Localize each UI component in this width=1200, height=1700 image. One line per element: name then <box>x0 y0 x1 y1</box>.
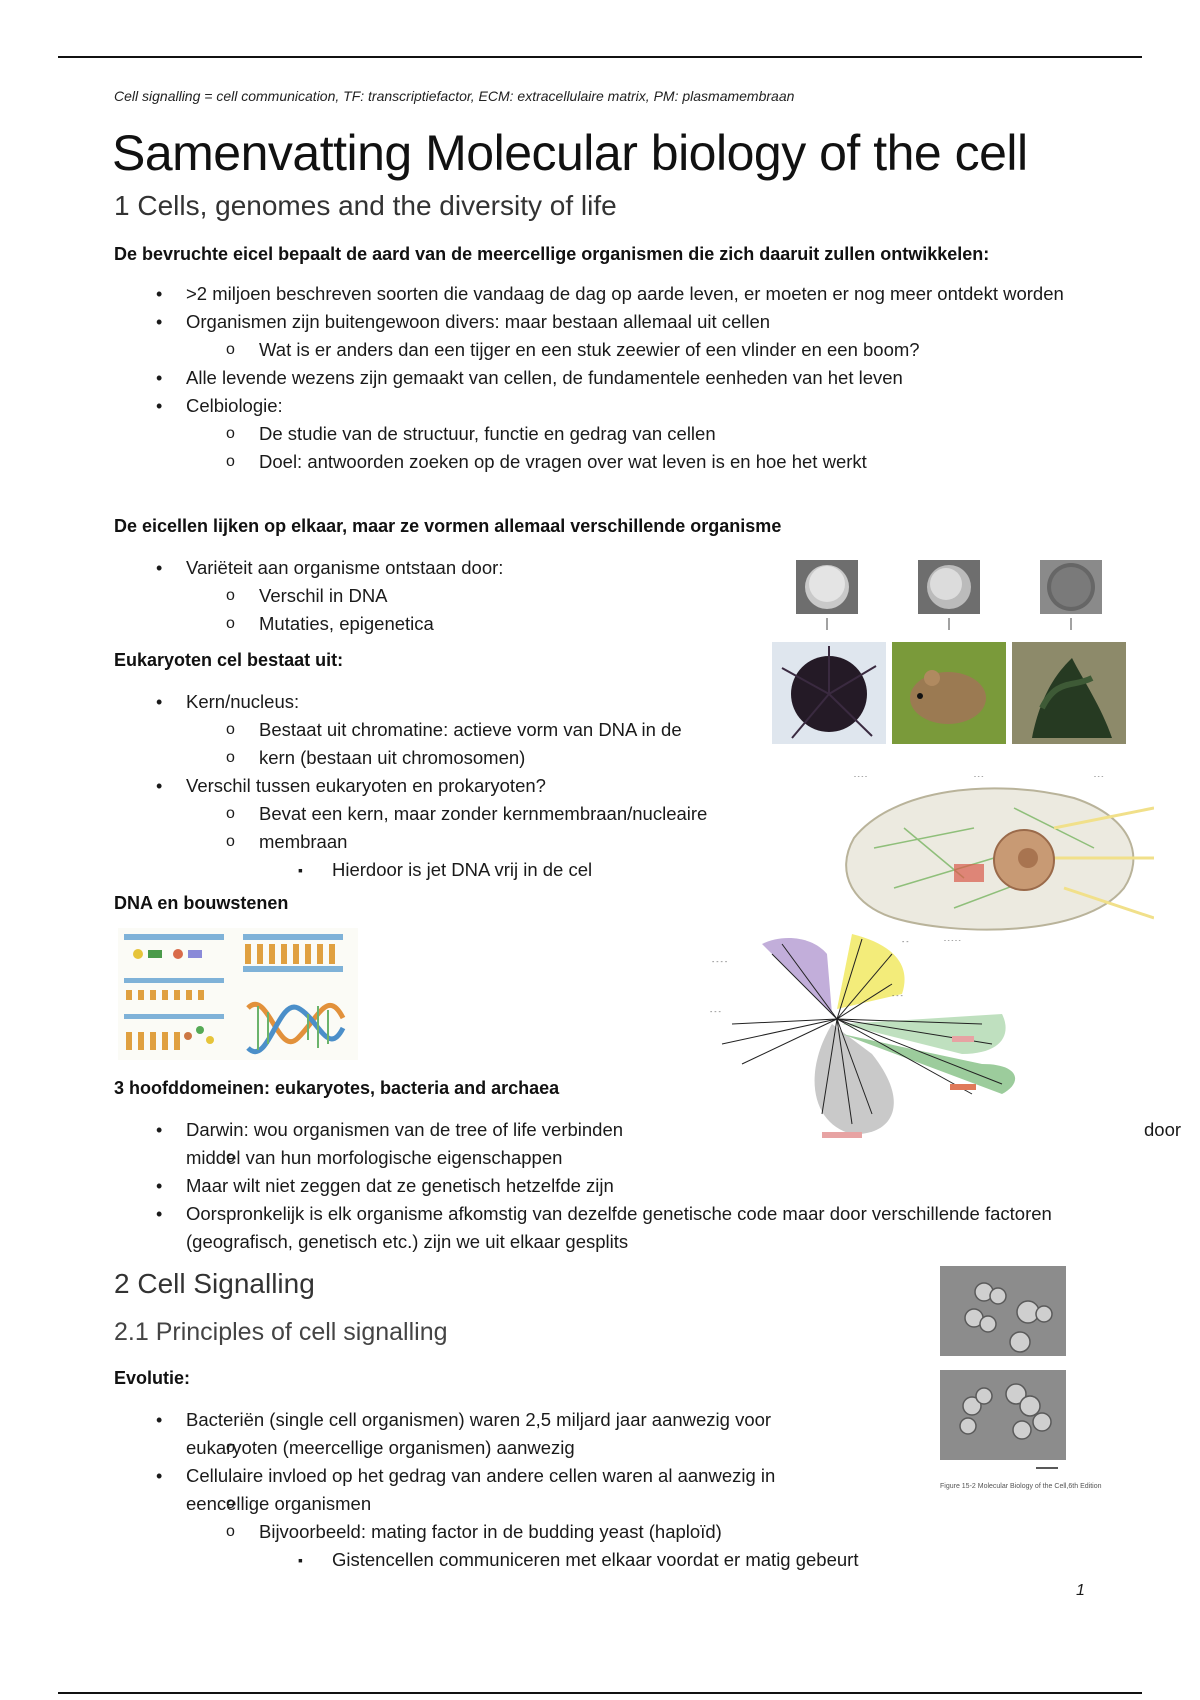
svg-text:- - - -: - - - - <box>854 774 867 780</box>
list-item: o Bijvoorbeeld: mating factor in de budding yeast (haploïd) <box>114 1518 900 1546</box>
list-item: • Cellulaire invloed op het gedrag van andere cellen waren al aanwezig in <box>114 1462 900 1490</box>
section-2-1-heading: 2.1 Principles of cell signalling <box>114 1318 448 1346</box>
list-item: • >2 miljoen beschreven soorten die vandaag de dag op aarde leven, er moeten er nog meer ontdekt worden <box>114 280 1140 308</box>
continuation-text: eencellige organismen <box>186 1493 372 1514</box>
list-item-continuation <box>114 1144 1140 1172</box>
egg-cells-organisms-figure <box>772 558 1128 750</box>
continuation-text: middel van hun morfologische eigenschappen <box>186 1147 563 1168</box>
section-heading-evolutie: Evolutie: <box>114 1368 191 1388</box>
dna-building-blocks-figure <box>118 928 358 1060</box>
list-item: • Alle levende wezens zijn gemaakt van cellen, de fundamentele eenheden van het leven <box>114 364 1140 392</box>
list-item: o Bestaat uit chromatine: actieve vorm van DNA in de <box>114 716 770 744</box>
list-item: • Kern/nucleus: <box>114 688 770 716</box>
section-heading-eukaryoten: Eukaryoten cel bestaat uit: <box>114 650 344 670</box>
tree-of-life-figure <box>702 924 1042 1140</box>
list-item-text: Darwin: wou organismen van de tree of life verbinden <box>186 1119 624 1140</box>
list-item: ▪ Hierdoor is jet DNA vrij in de cel <box>114 856 770 884</box>
list-item-continuation <box>114 744 770 772</box>
continuation-text: membraan <box>259 831 348 852</box>
header-note: Cell signalling = cell communication, TF: transcriptiefactor, ECM: extracellulaire matrix, PM: plasmamembraan <box>114 88 795 104</box>
svg-text:- - -: - - - <box>892 993 903 1000</box>
list-item: • Oorspronkelijk is elk organisme afkomstig van dezelfde genetische code maar door verschillende factoren (geografisch, genetisch etc.) zijn we uit elkaar gesplits <box>114 1200 1140 1256</box>
list-item: o Bevat een kern, maar zonder kernmembraan/nucleaire <box>114 800 770 828</box>
section-heading-bevruchte-eicel: De bevruchte eicel bepaalt de aard van de meercellige organismen die zich daaruit zullen ontwikkelen: <box>114 244 990 264</box>
bottom-rule <box>58 1692 1142 1694</box>
page-title: Samenvatting Molecular biology of the cell <box>112 125 1028 181</box>
svg-text:- -: - - <box>902 939 909 946</box>
section-heading-eicellen: De eicellen lijken op elkaar, maar ze vormen allemaal verschillende organisme <box>114 516 782 536</box>
list-item: • Organismen zijn buitengewoon divers: maar bestaan allemaal uit cellen <box>114 308 1140 336</box>
list-eicellen <box>0 554 760 638</box>
list-item: • Celbiologie: <box>114 392 1140 420</box>
page-number: 1 <box>1076 1582 1085 1599</box>
svg-text:- - -: - - - <box>1094 774 1104 780</box>
list-item: o De studie van de structuur, functie en gedrag van cellen <box>114 420 1140 448</box>
section-heading-dna: DNA en bouwstenen <box>114 893 289 913</box>
svg-text:- - -: - - - <box>710 1009 721 1016</box>
budding-yeast-figure <box>938 1266 1128 1490</box>
list-item: o Doel: antwoorden zoeken op de vragen over wat leven is en hoe het werkt <box>114 448 1140 476</box>
section-heading-hoofddomeinen: 3 hoofddomeinen: eukaryotes, bacteria and archaea <box>114 1078 560 1098</box>
list-evolutie <box>0 1406 900 1574</box>
top-rule <box>58 56 1142 58</box>
list-item: o Mutaties, epigenetica <box>114 610 760 638</box>
list-bevruchte-eicel <box>0 280 1140 476</box>
list-item-trailing-word: door <box>1144 1119 1182 1140</box>
svg-text:- - - -: - - - - <box>712 959 728 966</box>
svg-text:- - -: - - - <box>974 774 984 780</box>
svg-text:- - - - -: - - - - - <box>944 938 961 944</box>
list-item: ▪ Gistencellen communiceren met elkaar voordat er matig gebeurt <box>114 1546 900 1574</box>
list-item: • Maar wilt niet zeggen dat ze genetisch hetzelfde zijn <box>114 1172 1140 1200</box>
continuation-text: kern (bestaan uit chromosomen) <box>259 747 526 768</box>
list-item: o Verschil in DNA <box>114 582 760 610</box>
list-item-continuation <box>114 828 770 856</box>
list-item: • Bacteriën (single cell organismen) waren 2,5 miljard jaar aanwezig voor <box>114 1406 900 1434</box>
list-item-continuation <box>114 1434 900 1462</box>
list-item: o Wat is er anders dan een tijger en een stuk zeewier of een vlinder en een boom? <box>114 336 1140 364</box>
list-item: • Verschil tussen eukaryoten en prokaryoten? <box>114 772 770 800</box>
yeast-figure-caption: Figure 15-2 Molecular Biology of the Cell,6th Edition <box>940 1483 1102 1490</box>
chapter-1-heading: 1 Cells, genomes and the diversity of life <box>114 190 617 221</box>
eukaryotic-cell-diagram <box>834 768 1154 944</box>
list-eukaryoten <box>0 688 770 884</box>
list-item-continuation <box>114 1490 900 1518</box>
continuation-text: eukaryoten (meercellige organismen) aanwezig <box>186 1437 575 1458</box>
chapter-2-heading: 2 Cell Signalling <box>114 1268 315 1299</box>
list-item: • Variëteit aan organisme ontstaan door: <box>114 554 760 582</box>
